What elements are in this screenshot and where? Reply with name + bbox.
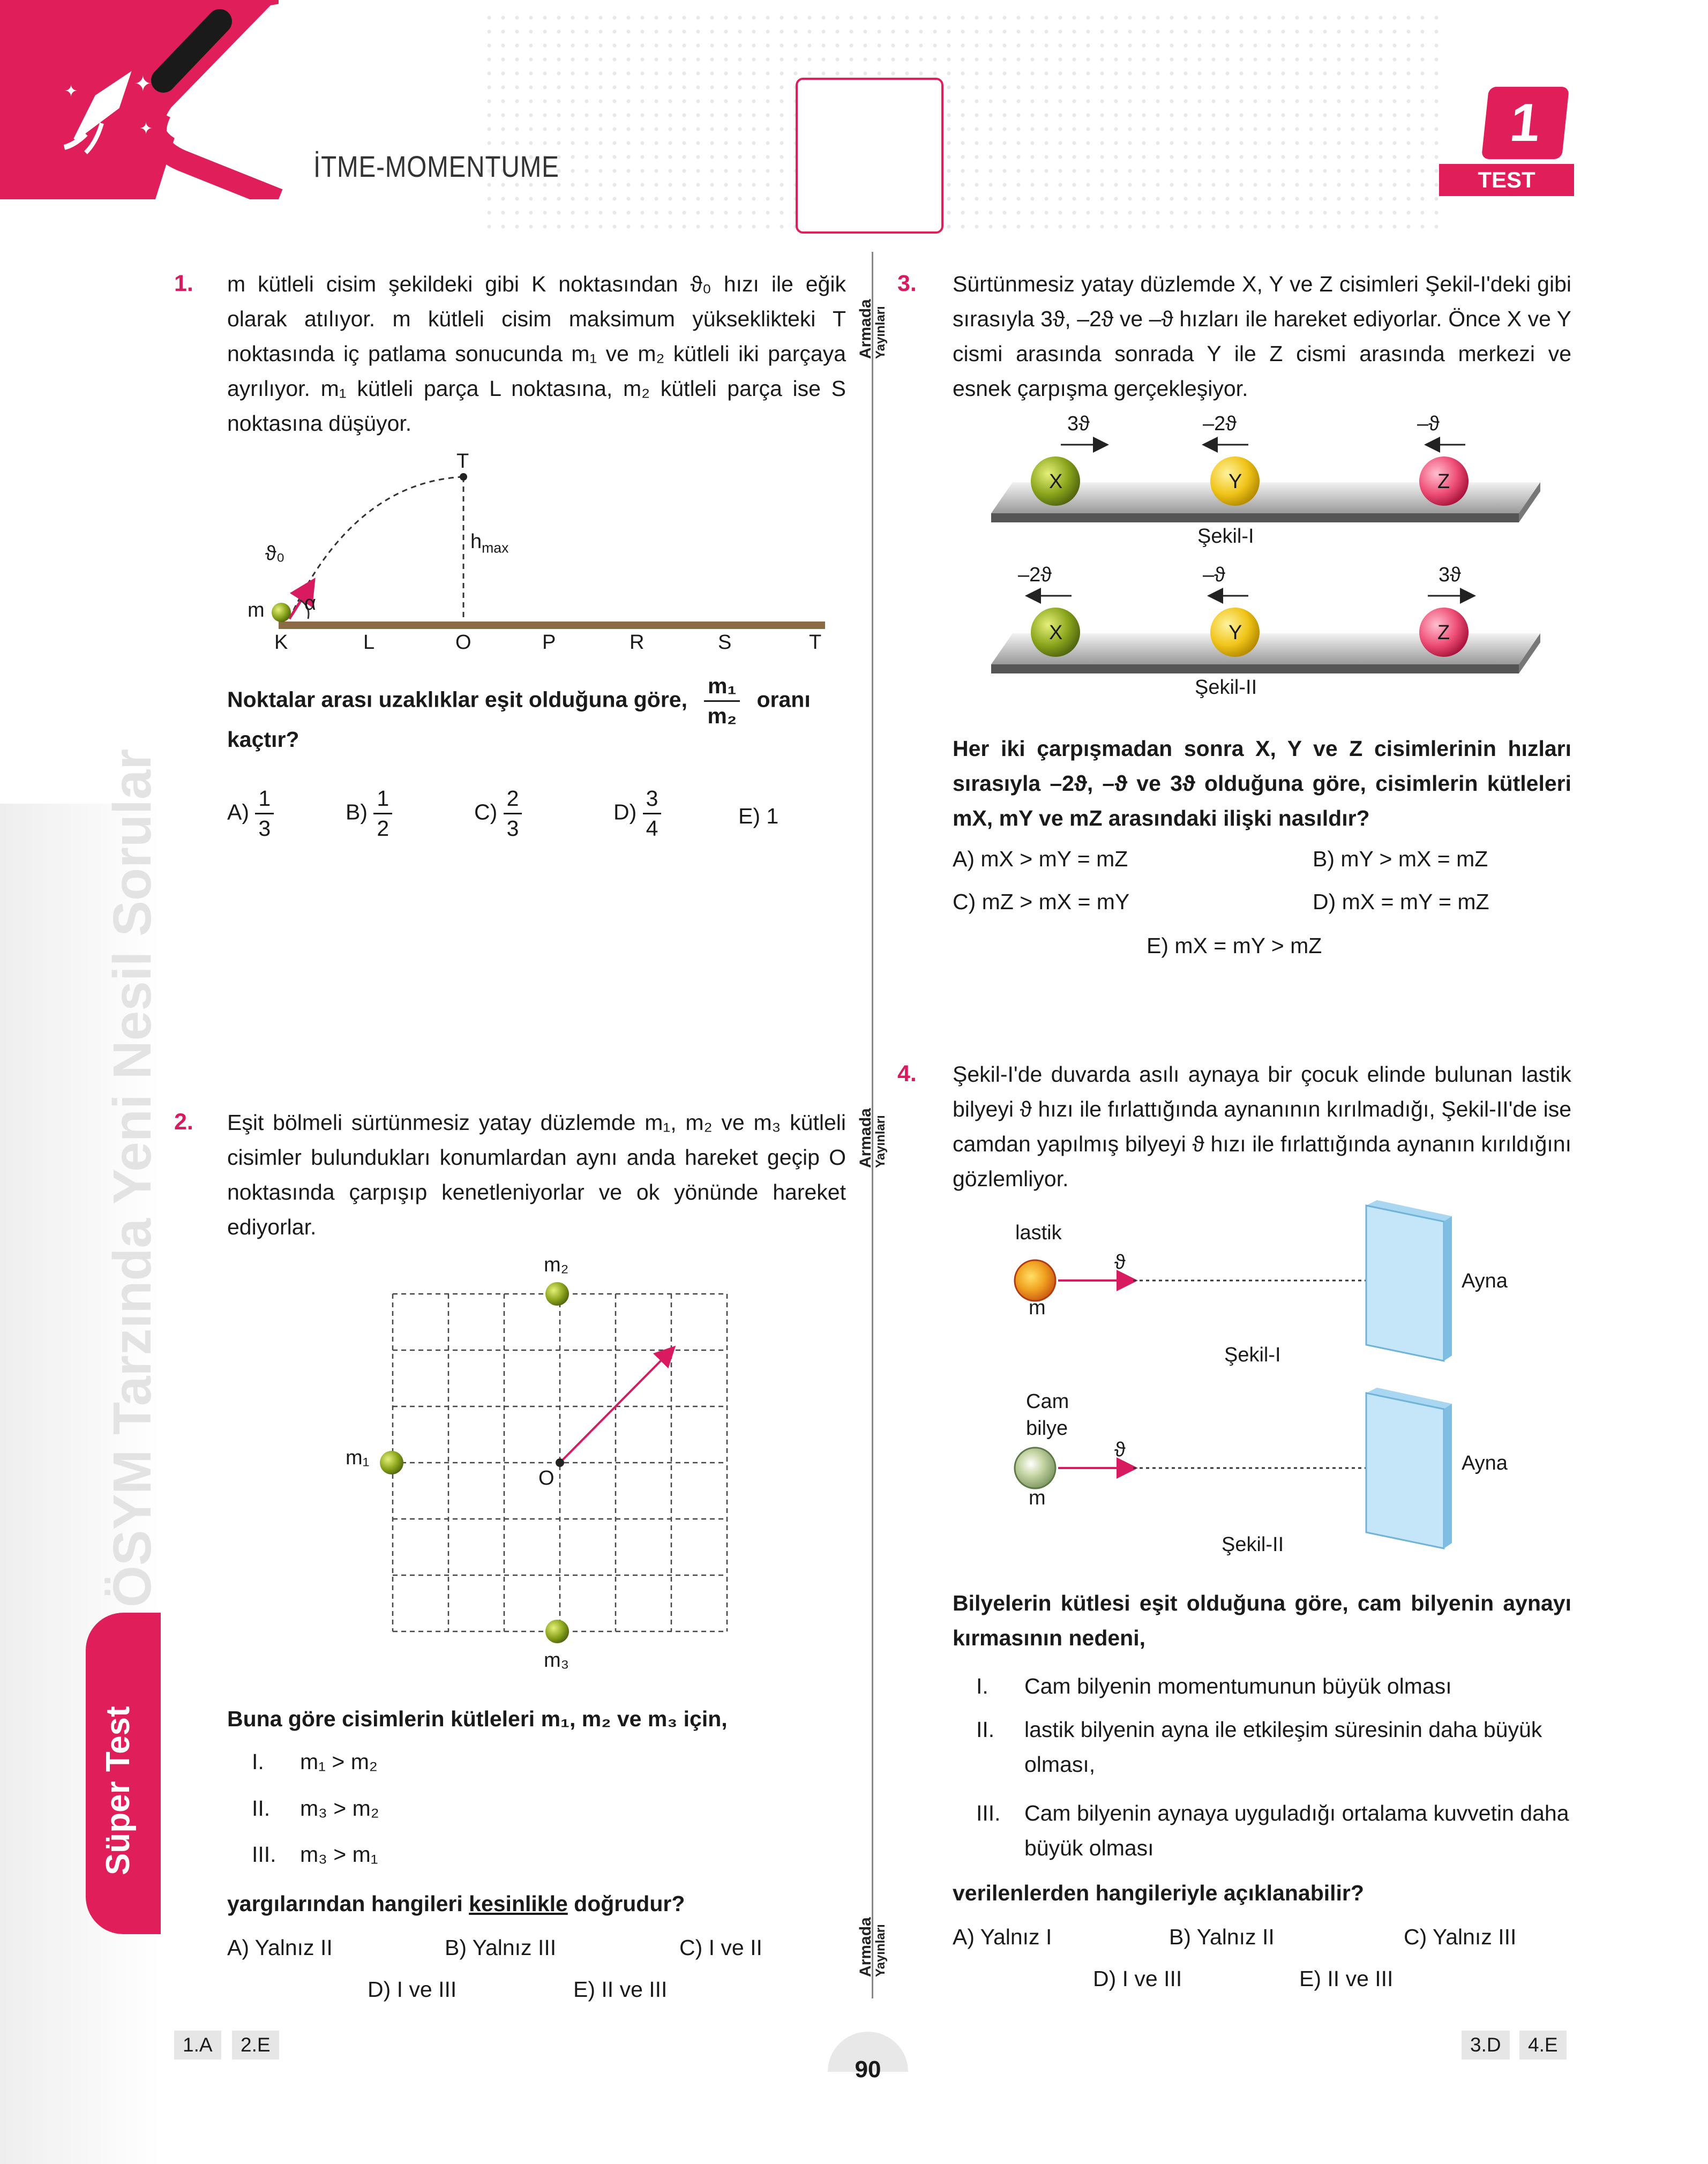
ratio-fraction: $\frac{\text{m₁}}{\text{m₂}}$ bbox=[704, 675, 740, 727]
point-label-k: K bbox=[274, 631, 288, 654]
q4-statement-1: I. Cam bilyenin momentumunun büyük olması bbox=[976, 1674, 1452, 1698]
fig1-ball-x: X bbox=[1049, 470, 1063, 493]
page-number: 90 bbox=[855, 2056, 881, 2083]
question-4-closing: verilenlerden hangileriyle açıklanabilir? bbox=[953, 1881, 1364, 1905]
glass-ball-label-1: Cam bbox=[1026, 1390, 1069, 1413]
question-4-number: 4. bbox=[897, 1061, 917, 1087]
q2-option-b[interactable]: B) Yalnız III bbox=[445, 1935, 557, 1960]
fig2-velocity: ϑ bbox=[1114, 1439, 1126, 1461]
question-2-number: 2. bbox=[174, 1109, 193, 1135]
fig1-mass: m bbox=[1029, 1297, 1046, 1319]
q3-option-e[interactable]: E) mX = mY > mZ bbox=[1147, 933, 1322, 958]
svg-text:✦: ✦ bbox=[139, 119, 153, 138]
top-point-label: T bbox=[456, 450, 469, 473]
sidebar-series-label: Süper Test bbox=[100, 1706, 137, 1875]
mass-label: m bbox=[248, 599, 265, 622]
q4-statement-3: III. Cam bilyenin aynaya uyguladığı ortalama kuvvetin daha büyük olması bbox=[976, 1801, 1569, 1860]
publisher-logo: Armada Yayınları bbox=[857, 299, 888, 359]
question-2-closing: yargılarından hangileri kesinlikle doğrudur? bbox=[227, 1891, 685, 1916]
question-3-prompt: Her iki çarpışmadan sonra X, Y ve Z cisimlerinin hızları sırasıyla –2ϑ, –ϑ ve 3ϑ olduğuna göre, cisimlerin kütleleri mX, mY ve mZ arasındaki ilişki nasıldır? bbox=[953, 736, 1571, 830]
rocket-logo-icon bbox=[54, 54, 161, 161]
fig2-velocity-x: –2ϑ bbox=[1018, 564, 1052, 586]
point-label-p: P bbox=[542, 631, 556, 654]
fig2-mass: m bbox=[1029, 1487, 1046, 1509]
origin-label: O bbox=[538, 1467, 555, 1489]
answer-key-right-1: 3.D bbox=[1462, 2031, 1510, 2060]
fig1-ball-z: Z bbox=[1437, 470, 1450, 493]
header-dots bbox=[482, 11, 1447, 236]
fig2-caption: Şekil-II bbox=[1222, 1533, 1284, 1556]
q1-option-a[interactable]: A) $\frac{1}{3}$ bbox=[227, 788, 274, 840]
question-1-text: m kütleli cisim şekildeki gibi K noktasından ϑ₀ hızı ile eğik olarak atılıyor. m kütleli cisim maksimum yükseklikteki T noktasında iç patlama sonucunda m₁ ve m₂ kütleli iki parçaya ayrılıyor. m₁ kütleli parça L noktasına, m₂ kütleli parça ise S noktasına düşüyor. bbox=[227, 272, 846, 436]
topic-title: İTME-MOMENTUME bbox=[313, 149, 559, 183]
question-4-figure bbox=[1007, 1200, 1516, 1575]
question-2-prompt: Buna göre cisimlerin kütleleri m₁, m₂ ve m₃ için, bbox=[227, 1706, 728, 1731]
point-label-l: L bbox=[363, 631, 375, 654]
fig1-velocity-x: 3ϑ bbox=[1067, 413, 1090, 435]
svg-text:✦: ✦ bbox=[134, 72, 152, 96]
publisher-logo: Armada Yayınları bbox=[857, 1917, 888, 1977]
answer-key-left-2: 2.E bbox=[232, 2031, 279, 2060]
fig1-mirror: Ayna bbox=[1462, 1270, 1508, 1292]
point-label-s: S bbox=[718, 631, 732, 654]
question-1-number: 1. bbox=[174, 271, 193, 296]
fig1-caption: Şekil-I bbox=[1224, 1344, 1281, 1366]
fig2-caption: Şekil-II bbox=[1195, 676, 1257, 699]
fig1-velocity-y: –2ϑ bbox=[1203, 413, 1237, 435]
question-1-prompt-a: Noktalar arası uzaklıklar eşit olduğuna göre, bbox=[227, 687, 687, 712]
q2-statement-2: II. m₃ > m₂ bbox=[252, 1796, 379, 1821]
test-label: TEST bbox=[1439, 164, 1574, 196]
q1-option-b[interactable]: B) $\frac{1}{2}$ bbox=[346, 788, 392, 840]
question-3-figure bbox=[980, 413, 1548, 713]
fig1-velocity: ϑ bbox=[1114, 1251, 1126, 1274]
rubber-ball-label: lastik bbox=[1015, 1222, 1062, 1244]
q3-option-d[interactable]: D) mX = mY = mZ bbox=[1313, 889, 1489, 914]
q4-option-b[interactable]: B) Yalnız II bbox=[1169, 1925, 1275, 1949]
answer-key-right-2: 4.E bbox=[1519, 2031, 1567, 2060]
q2-option-a[interactable]: A) Yalnız II bbox=[227, 1935, 333, 1960]
question-2-text: Eşit bölmeli sürtünmesiz yatay düzlemde m₁, m₂ ve m₃ kütleli cisimler bulundukları konumlardan aynı anda hareket geçip O noktasında çarpışıp kenetleniyorlar ve ok yönünde hareket ediyorlar. bbox=[227, 1110, 846, 1239]
hmax-label: $h_{max}$ bbox=[470, 530, 509, 556]
q3-option-c[interactable]: C) mZ > mX = mY bbox=[953, 889, 1130, 914]
fig2-mirror: Ayna bbox=[1462, 1452, 1508, 1474]
fig2-ball-z: Z bbox=[1437, 622, 1450, 644]
q1-option-e[interactable]: E) 1 bbox=[738, 804, 779, 828]
q1-option-c[interactable]: C) $\frac{2}{3}$ bbox=[474, 788, 522, 840]
q4-option-c[interactable]: C) Yalnız III bbox=[1404, 1925, 1517, 1949]
fig2-velocity-z: 3ϑ bbox=[1439, 564, 1461, 586]
point-label-r: R bbox=[630, 631, 645, 654]
q2-option-c[interactable]: C) I ve II bbox=[679, 1935, 762, 1960]
fig2-velocity-y: –ϑ bbox=[1203, 564, 1225, 586]
q3-option-a[interactable]: A) mX > mY = mZ bbox=[953, 847, 1128, 871]
question-1-prompt bbox=[227, 675, 849, 752]
velocity-label: ϑ₀ bbox=[265, 542, 285, 565]
question-3-number: 3. bbox=[897, 271, 917, 296]
test-number-badge bbox=[1481, 87, 1569, 159]
q2-statement-1: I. m₁ > m₂ bbox=[252, 1749, 378, 1774]
fig1-ball-y: Y bbox=[1228, 470, 1242, 493]
q2-option-e[interactable]: E) II ve III bbox=[573, 1977, 668, 2002]
fig2-ball-y: Y bbox=[1228, 622, 1242, 644]
q2-option-d[interactable]: D) I ve III bbox=[368, 1977, 457, 2002]
sidebar-vertical-title: ÖSYM Tarzında Yeni Nesil Sorular bbox=[102, 748, 162, 1607]
question-4-text: Şekil-I'de duvarda asılı aynaya bir çocuk elinde bulunan lastik bilyeyi ϑ hızı ile fırlattığında aynanının kırılmadığı, Şekil-II'de ise camdan yapılmış bilyeyi ϑ hızı ile fırlattığında aynanın kırıldığını gözlemliyor. bbox=[953, 1062, 1571, 1191]
publisher-logo: Armada Yayınları bbox=[857, 1108, 888, 1168]
fig1-caption: Şekil-I bbox=[1197, 525, 1254, 548]
header-empty-box bbox=[796, 78, 943, 234]
m3-label: m₃ bbox=[544, 1649, 570, 1672]
q4-option-e[interactable]: E) II ve III bbox=[1299, 1966, 1394, 1991]
fig2-ball-x: X bbox=[1049, 622, 1063, 644]
question-1-figure bbox=[248, 450, 836, 664]
angle-label: α bbox=[304, 592, 316, 615]
point-label-t: T bbox=[809, 631, 822, 654]
glass-ball-label-2: bilye bbox=[1026, 1417, 1068, 1440]
m2-label: m₂ bbox=[544, 1254, 569, 1276]
fig1-velocity-z: –ϑ bbox=[1417, 413, 1440, 435]
answer-key-left-1: 1.A bbox=[174, 2031, 221, 2060]
question-1-prompt-b: oranı kaçtır? bbox=[227, 687, 811, 752]
q1-option-d[interactable]: D) $\frac{3}{4}$ bbox=[613, 788, 661, 840]
q2-statement-3: III. m₃ > m₁ bbox=[252, 1842, 378, 1867]
point-label-o: O bbox=[455, 631, 471, 654]
q3-option-b[interactable]: B) mY > mX = mZ bbox=[1313, 847, 1488, 871]
question-4-prompt: Bilyelerin kütlesi eşit olduğuna göre, cam bilyenin aynayı kırmasının nedeni, bbox=[953, 1591, 1571, 1650]
q4-option-a[interactable]: A) Yalnız I bbox=[953, 1925, 1052, 1949]
svg-text:✦: ✦ bbox=[64, 82, 78, 101]
m1-label: m₁ bbox=[346, 1447, 370, 1469]
q4-option-d[interactable]: D) I ve III bbox=[1093, 1966, 1182, 1991]
question-2-figure bbox=[338, 1248, 745, 1677]
ground-line bbox=[279, 622, 825, 629]
q4-statement-2: II. lastik bilyenin ayna ile etkileşim süresinin daha büyük olması, bbox=[976, 1717, 1542, 1777]
test-number: 1 bbox=[1507, 93, 1544, 153]
question-3-text: Sürtünmesiz yatay düzlemde X, Y ve Z cisimleri Şekil-I'deki gibi sırasıyla 3ϑ, –2ϑ ve –ϑ hızları ile hareket ediyorlar. Önce X ve Y cismi arasında sonrada Y ile Z cismi arasında merkezi ve esnek çarpışma gerçekleşiyor. bbox=[953, 272, 1571, 401]
